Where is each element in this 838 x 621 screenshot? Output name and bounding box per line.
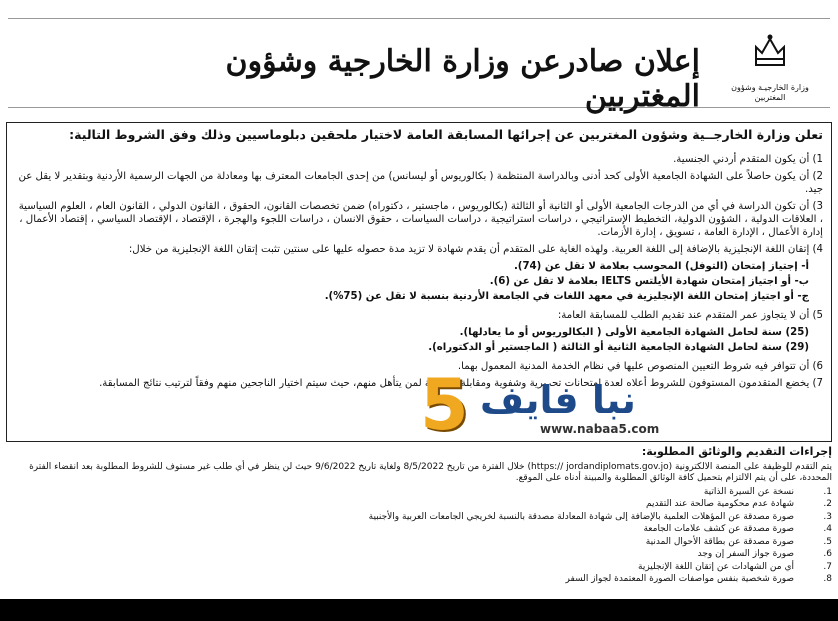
condition-1: 1) أن يكون المتقدم أردني الجنسية. [673,154,823,165]
condition-3: 3) أن تكون الدراسة في أي من الدرجات الجامعية الأولى أو الثانية أو الثالثة (بكالوريوس ، ماجستير ، دكتوراه) ضمن تخصصات القانون، الحقوق ، القانون الدولي ، القانون العام ، العلوم السياسية ، العلاقات الدولية ، الشؤون الدولية، التخطيط الإستراتيجي ، دراسات استراتيجية ، دراسات السياسات ، حقوق الانسان ، دراسات اللجوء والهجرة ، الإقتصاد ، الإقتصاد السياسي ، إقتصاد الأعمال ، إدارة الأعمال ، الإدارة العامة ، تسويق ، إدارة الأزمات. [18,201,823,238]
watermark-logo [360,364,690,450]
list-item: 2. شهادة عدم محكومية صالحة عند التقديم [645,499,832,509]
crown-emblem-icon [748,29,792,73]
announcement-header [8,18,830,114]
list-item: 3. صورة مصدقة عن المؤهلات العلمية بالإضافة إلى شهادة المعادلة مصدقة بالنسبة لخريجي الجامعات العربية والأجنبية [368,511,832,522]
intro-text: تعلن وزارة الخارجــية وشؤون المغتربين عن إجرائها المسابقة العامة لاختيار ملحقين دبلوماسيين وذلك وفق الشروط التالية: [69,127,823,142]
condition-2: 2) أن يكون حاصلاً على الشهادة الجامعية الأولى كحد أدنى وبالدراسة المنتظمة ( بكالوريوس أو ليسانس) من إحدى الجامعات المعترف بها ومعادلة من الجهات الرسمية الأردنية وبتقدير لا يقل عن جيد. [18,171,823,195]
english-option-a: أ- إجتياز إمتحان (التوفل) المحوسب بعلامة لا تقل عن (74). [513,261,809,272]
watermark-name: نبا فايف [480,378,636,422]
watermark-url: www.nabaa5.com [540,422,660,436]
procedures-title: إجراءات التقديم والوثائق المطلوبة: [641,445,832,458]
bottom-bar [0,599,838,621]
list-item: 1. نسخة عن السيرة الذاتية [703,486,832,497]
logo-caption: وزارة الخارجيـة وشؤون المغتربين [731,83,809,102]
ministry-logo [720,29,820,102]
list-item: 6. صورة جواز السفر إن وجد [697,549,832,559]
list-item: 5. صورة مصدقة عن بطاقة الأحوال المدنية [645,536,832,547]
condition-7: 7) يخضع المتقدمون المستوفون للشروط أعلاه لعدة امتحانات تحريرية وشفوية ومقابلة شخصية لمن يتأهل منهم، حيث سيتم اختيار الناجحين منهم وفقاً لترتيب نتائج المسابقة. [99,378,823,389]
documents-list [6,487,832,586]
english-option-c: ج- أو اجتياز إمتحان اللغة الإنجليزية في معهد اللغات في الجامعة الأردنية بنسبة لا تقل عن (75%). [324,291,809,302]
age-option-2: (29) سنة لحامل الشهادة الجامعية الثانية أو الثالثة ( الماجستير أو الدكتوراه). [428,342,809,353]
procedures-text: يتم التقدم للوظيفة على المنصة الالكترونية (https:// jordandiplomats.gov.jo) خلال الفترة من تاريخ 8/5/2022 ولغاية تاريخ 9/6/2022 حيث لن ينظر في أي طلب غير مستوف للشروط المطلوبة بعد انقضاء الفترة المحددة، على أن يتم الالتزام بتحميل كافة الوثائق المطلوبة والمبينة أدناه على الموقع. [29,461,832,483]
list-item: 7. أي من الشهادات عن إتقان اللغة الإنجليزية [638,561,832,572]
condition-4: 4) إتقان اللغة الإنجليزية بالإضافة إلى اللغة العربية. ولهذه الغاية على المتقدم أن يقدم شهادة لا تزيد مدة حصوله عليها على سنتين تثبت إتقان اللغة الإنجليزية من خلال: [128,244,823,255]
condition-6: 6) أن تتوافر فيه شروط التعيين المنصوص عليها في نظام الخدمة المدنية المعمول بهما. [457,361,823,372]
age-option-1: (25) سنة لحامل الشهادة الجامعية الأولى ( البكالوريوس أو ما يعادلها). [459,327,809,338]
list-item: 8. صورة شخصية بنفس مواصفات الصورة المعتمدة لجواز السفر [565,574,832,584]
condition-5: 5) أن لا يتجاوز عمر المتقدم عند تقديم الطلب للمسابقة العامة: [557,310,823,321]
list-item: 4. صورة مصدقة عن كشف علامات الجامعة [643,524,832,534]
procedures-section [6,446,832,596]
conditions-list [15,153,823,394]
watermark-number: 5 [420,364,469,446]
english-option-b: ب- أو اجتياز إمتحان شهادة الأيلتس IELTS بعلامة لا تقل عن (6). [489,276,809,287]
page-title: إعلان صادرعن وزارة الخارجية وشؤون المغتربين [225,44,700,114]
